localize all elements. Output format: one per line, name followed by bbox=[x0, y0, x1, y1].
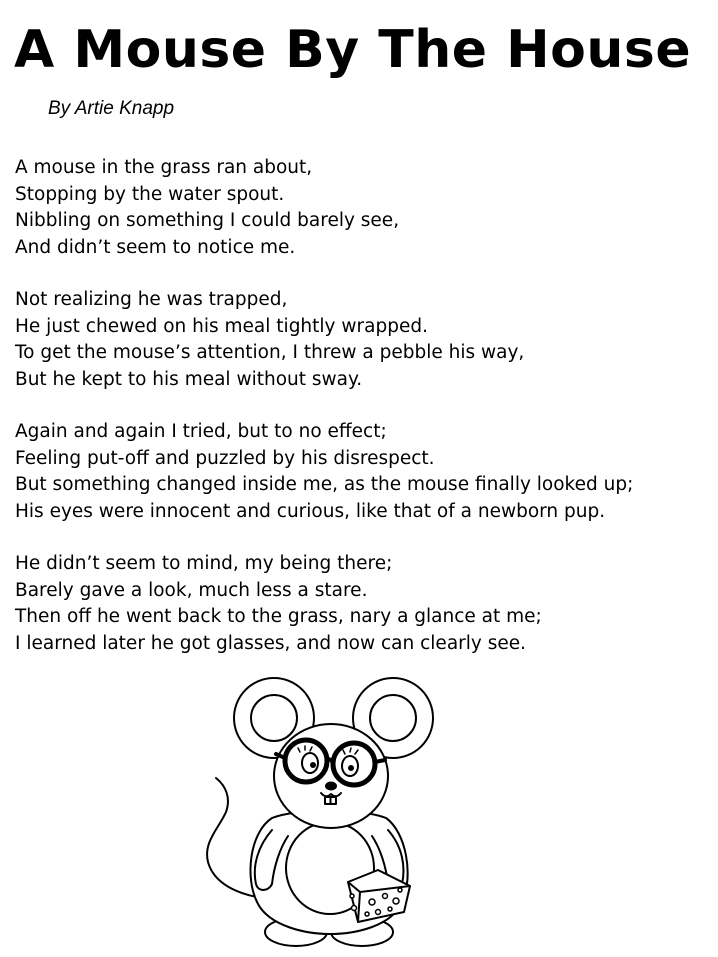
poem-line: But he kept to his meal without sway. bbox=[15, 368, 363, 390]
poem-line: Feeling put-off and puzzled by his disrespect. bbox=[15, 447, 435, 469]
poem-line: Stopping by the water spout. bbox=[15, 183, 285, 205]
poem-line: Again and again I tried, but to no effect; bbox=[15, 421, 387, 442]
right-ear-inner bbox=[370, 695, 416, 741]
poem-line: Then off he went back to the grass, nary a glance at me; bbox=[15, 606, 542, 627]
poem-line: He didn’t seem to mind, my being there; bbox=[15, 553, 393, 574]
glasses-arm-right bbox=[375, 760, 385, 762]
poem-body bbox=[15, 155, 710, 683]
poem-line: To get the mouse’s attention, I threw a pebble his way, bbox=[15, 342, 525, 363]
left-ear-inner bbox=[251, 695, 297, 741]
stanza-2 bbox=[15, 287, 710, 393]
nose bbox=[326, 783, 336, 790]
poem-line: Barely gave a look, much less a stare. bbox=[15, 579, 368, 601]
left-eye bbox=[302, 753, 318, 773]
stanza-4 bbox=[15, 551, 710, 657]
poem-line: And didn’t seem to notice me. bbox=[15, 236, 296, 258]
poem-line: He just chewed on his meal tightly wrapped. bbox=[15, 315, 428, 337]
stanza-1 bbox=[15, 155, 710, 261]
page-title: A Mouse By The House bbox=[14, 20, 692, 80]
poem-line: But something changed inside me, as the mouse finally looked up; bbox=[15, 474, 634, 495]
mouse-with-glasses-icon bbox=[190, 676, 450, 951]
poem-line: Nibbling on something I could barely see, bbox=[15, 210, 400, 231]
stanza-3 bbox=[15, 419, 710, 525]
poem-line: His eyes were innocent and curious, like that of a newborn pup. bbox=[15, 500, 606, 522]
poem-line: I learned later he got glasses, and now can clearly see. bbox=[15, 632, 527, 654]
author-byline: By Artie Knapp bbox=[48, 98, 175, 119]
poem-line: A mouse in the grass ran about, bbox=[15, 157, 313, 178]
poem-line: Not realizing he was trapped, bbox=[15, 289, 288, 310]
